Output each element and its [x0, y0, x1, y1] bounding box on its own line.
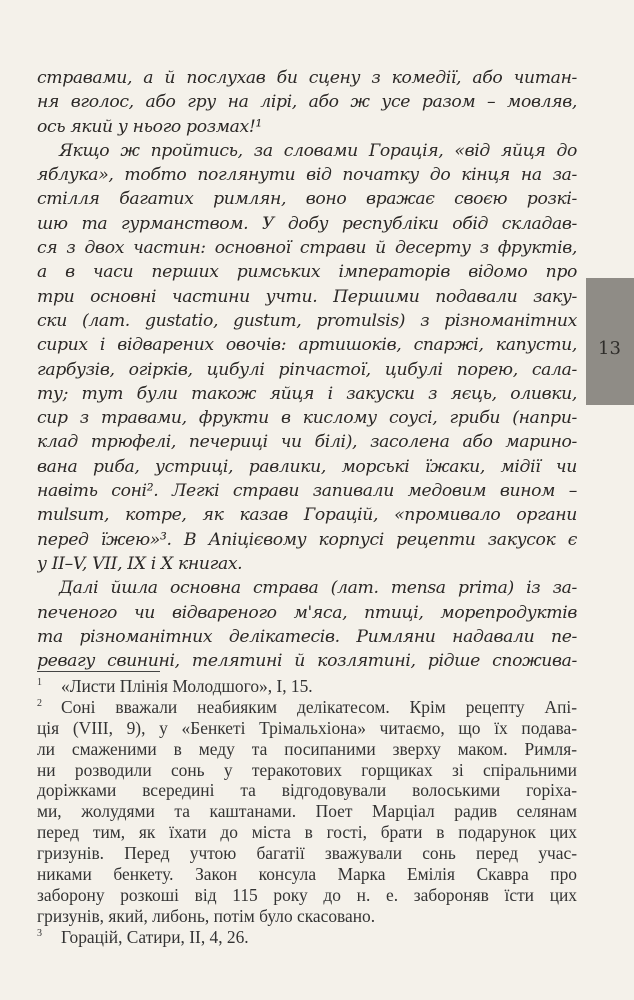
footnote-line	[37, 697, 577, 718]
footnote-line	[37, 864, 577, 885]
text-line: сирих і відварених овочів: артишоків, спаржі, капусти,	[37, 335, 577, 356]
footnote-marker: 3	[37, 927, 42, 939]
footnote-marker: 1	[37, 677, 42, 688]
footnote-text: Горацій, Сатири, II, 4, 26.	[61, 926, 249, 947]
main-text	[37, 66, 577, 673]
text-line: стілля багатих римлян, воно вражає своєю розкі-	[37, 189, 577, 210]
footnotes	[37, 676, 577, 948]
footnote-text: Соні вважали неабияким делікатесом. Крім рецепту Апі-	[61, 696, 577, 717]
page-number-tab	[586, 278, 634, 405]
footnote-line	[37, 760, 577, 781]
text-line: ня вголос, або гру на лірі, або ж усе разом – мовляв,	[37, 92, 577, 113]
footnote-text: заборону розкоші від 115 року до н. е. забороняв їсти цих	[37, 884, 577, 905]
footnote-text: ми, жолудями та каштанами. Поет Марціал радив селянам	[37, 801, 577, 822]
footnote-line	[37, 906, 577, 927]
text-line: перед їжею»³. В Апіцієвому корпусі рецепти закусок є	[37, 529, 577, 550]
footnote-text: ни розводили сонь у теракотових горщиках зі спіральними	[37, 759, 577, 780]
footnote-line	[37, 822, 577, 843]
text-line: ту; тут були також яйця і закуски з яєць, оливки,	[37, 383, 577, 404]
footnote-line	[37, 885, 577, 906]
text-line: Якщо ж пройтись, за словами Горація, «від яйця до	[59, 140, 577, 161]
footnote-text: гризунів. Перед учтою багатії зважували сонь перед учас-	[37, 843, 577, 864]
footnote-text: перед тим, як їхати до міста в гості, брати в подарунок цих	[37, 822, 577, 843]
text-line: mulsum, котре, як казав Горацій, «промивало органи	[37, 505, 577, 526]
footnote-line	[37, 843, 577, 864]
footnote-text: гризунів, який, либонь, потім було скасовано.	[37, 905, 376, 926]
text-line: а в часи перших римських імператорів відомо про	[37, 262, 577, 283]
text-line: ревагу свинині, телятині й козлятині, рідше спожива-	[37, 651, 577, 672]
text-line: ось який у нього розмах!¹	[37, 116, 262, 137]
text-line: сир з травами, фрукти в кислому соусі, гриби (напри-	[37, 408, 577, 429]
footnote-line	[37, 739, 577, 760]
footnote-line	[37, 718, 577, 739]
page-number: 13	[598, 338, 621, 359]
text-line: вана риба, устриці, равлики, морські їжаки, мідії чи	[37, 456, 577, 477]
text-line: печеного чи відвареного м'яса, птиці, морепродуктів	[37, 602, 577, 623]
text-line: ски (лат. gustatio, gustum, promulsis) з різноманітних	[37, 310, 577, 331]
footnote-line	[37, 801, 577, 822]
footnote-text: «Листи Плінія Молодшого», I, 15.	[61, 676, 313, 696]
text-line: Далі йшла основна страва (лат. mensa prima) із за-	[59, 578, 577, 599]
text-line: три основні частини учти. Першими подавали заку-	[37, 286, 577, 307]
text-line: стравами, а й послухав би сцену з комедії, або читан-	[37, 68, 577, 88]
footnote-text: доріжками всередині та відгодовували волоськими горіха-	[37, 780, 577, 801]
text-line: ся з двох частин: основної страви й десерту з фруктів,	[37, 238, 577, 259]
footnote-line	[37, 676, 577, 697]
text-line: та різноманітних делікатесів. Римляни надавали пе-	[37, 626, 577, 647]
text-line: яблука», тобто поглянути від початку до кінця на за-	[37, 165, 577, 186]
footnote-text: ція (VIII, 9), у «Бенкеті Трімальхіона» читаємо, що їх подава-	[37, 717, 577, 738]
footnote-text: ли смаженими в меду та посипаними зверху маком. Римля-	[37, 738, 577, 759]
footnote-line	[37, 780, 577, 801]
text-line: клад трюфелі, печериці чи білі), засолена або марино-	[37, 432, 577, 453]
footnote-marker: 2	[37, 697, 42, 709]
footnote-line	[37, 927, 577, 948]
footnote-text: никами бенкету. Закон консула Марка Емілія Скавра про	[37, 864, 577, 885]
footnote-divider	[37, 671, 160, 672]
text-line: навіть соні². Легкі страви запивали медовим вином –	[37, 481, 577, 502]
text-line: у II–V, VII, IX і X книгах.	[37, 553, 243, 574]
text-line: шю та гурманством. У добу республіки обід складав-	[37, 213, 577, 234]
text-line: гарбузів, огірків, цибулі ріпчастої, цибулі порею, сала-	[37, 359, 577, 380]
